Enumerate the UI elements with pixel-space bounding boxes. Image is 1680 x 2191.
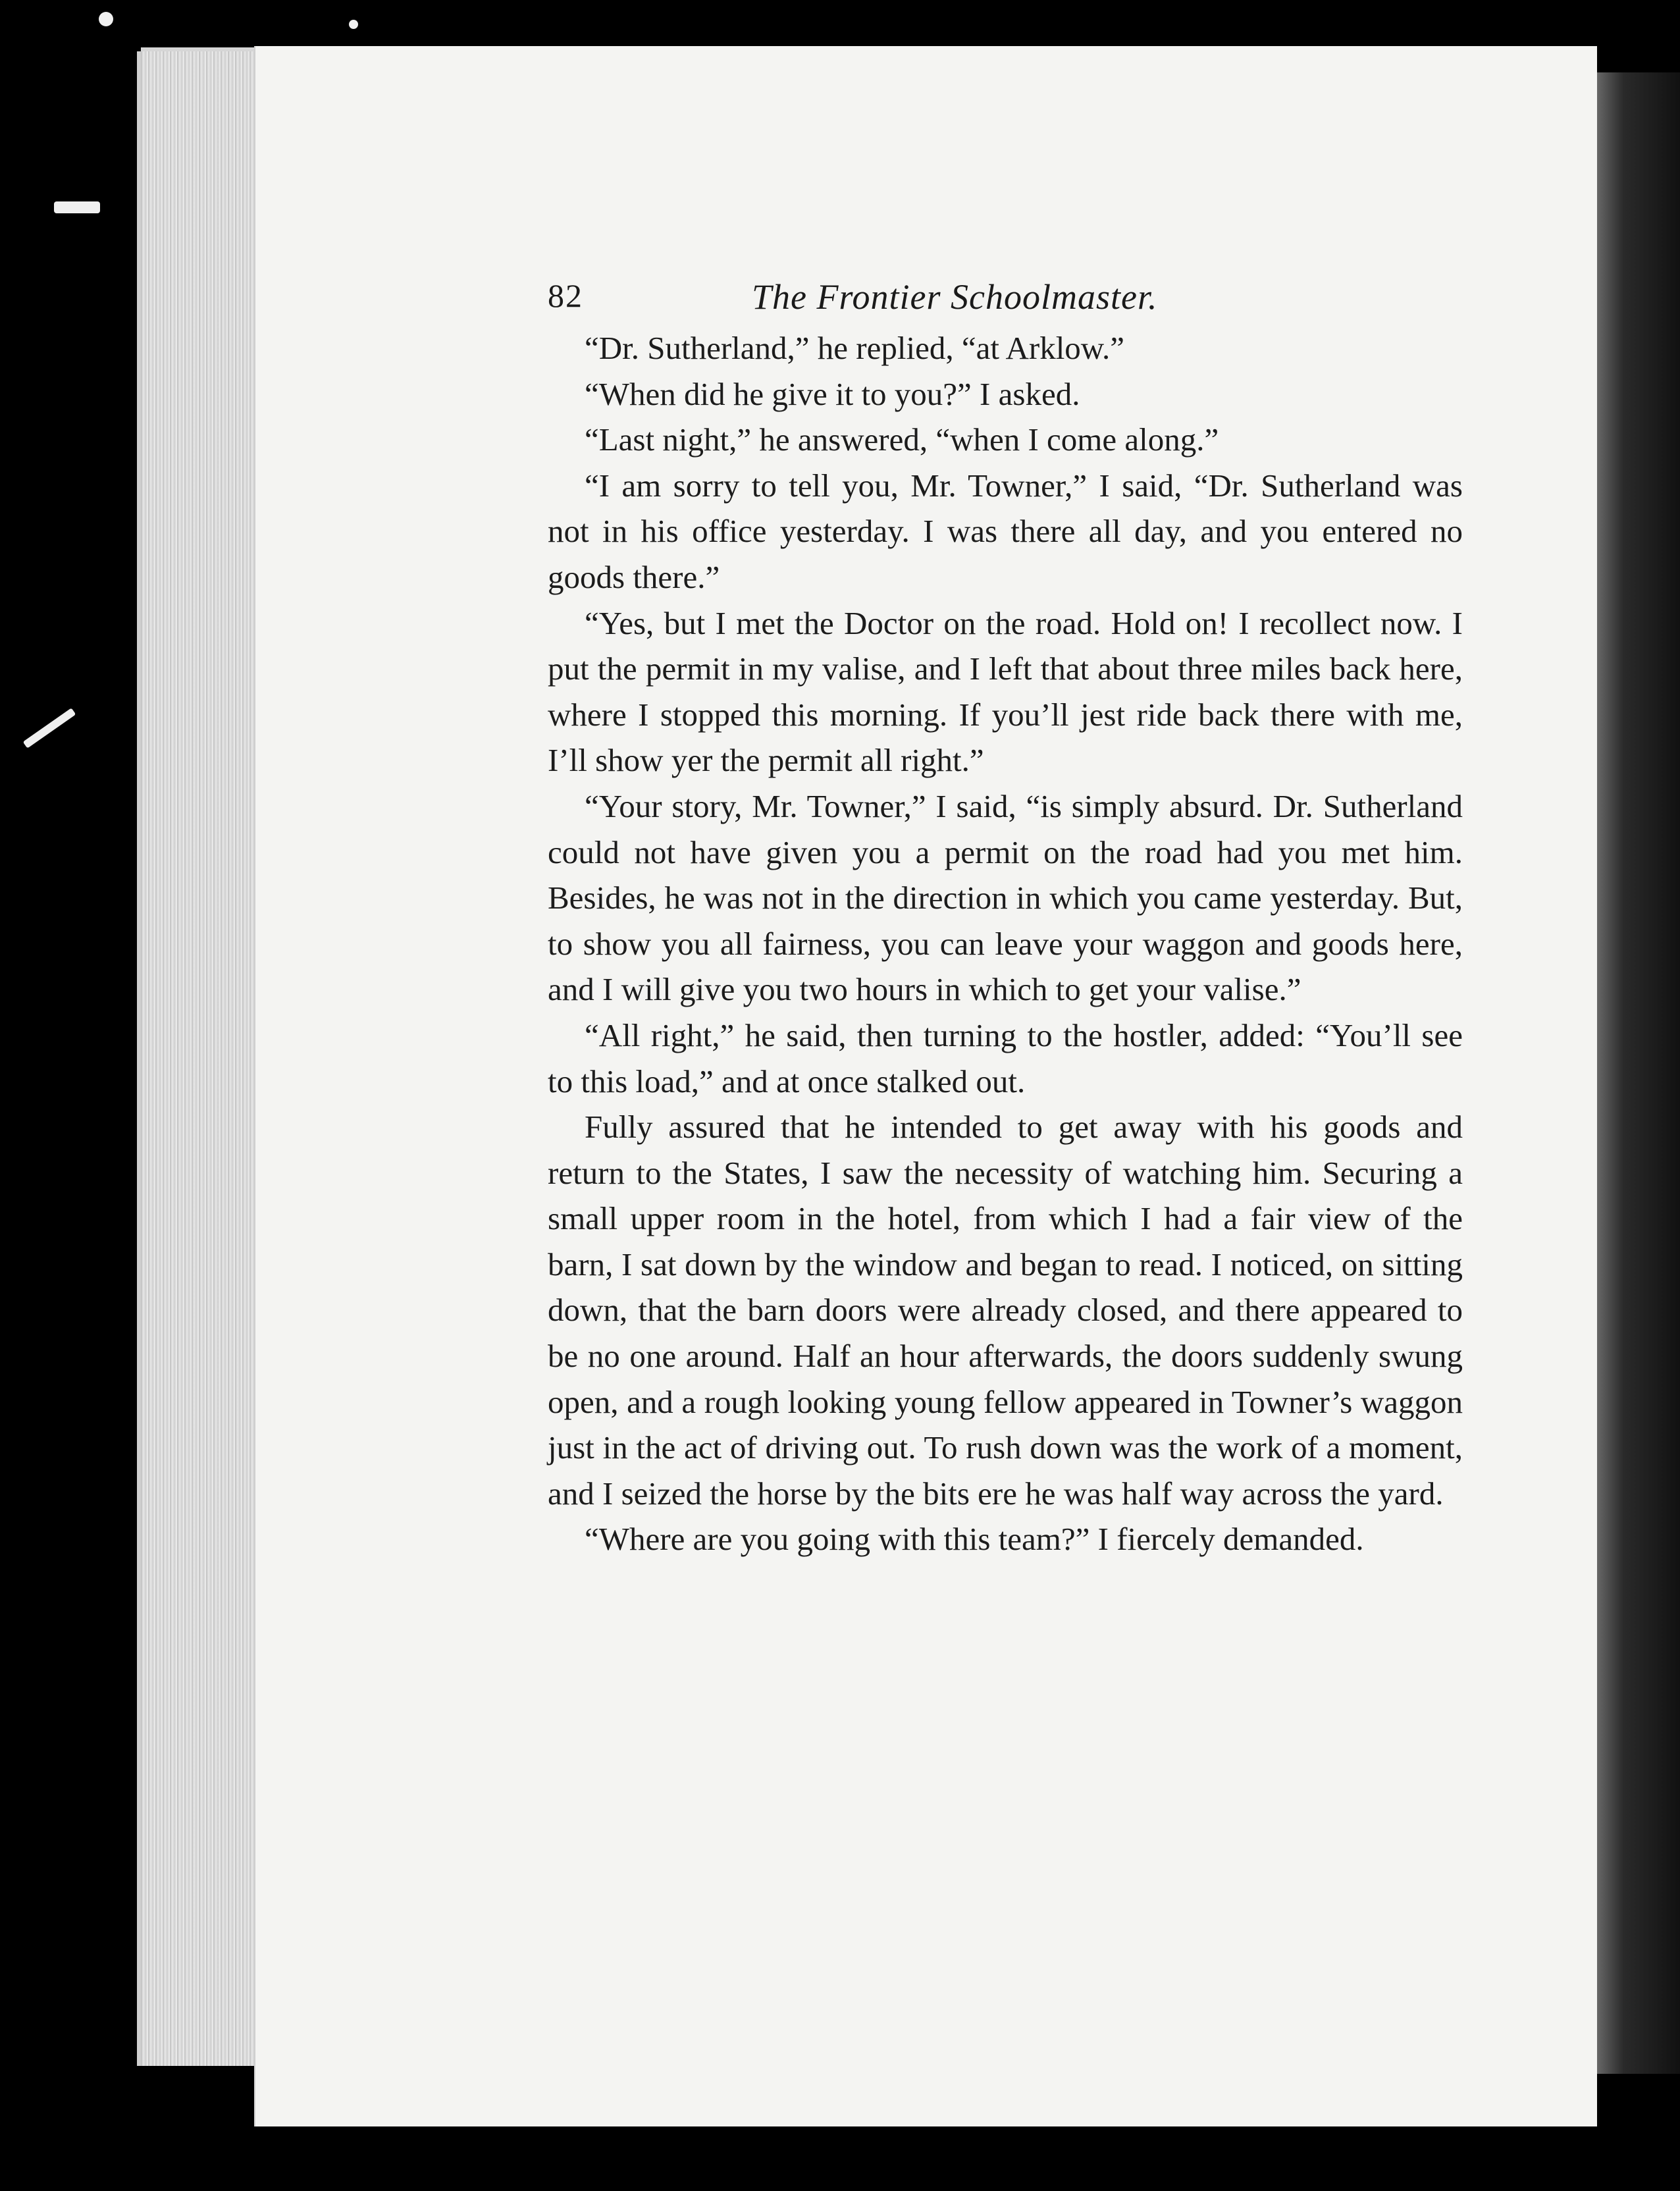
page-number: 82 [548, 277, 583, 314]
paragraph: “Where are you going with this team?” I fiercely demanded. [585, 1521, 1364, 1558]
paragraph: “When did he give it to you?” I asked. [585, 375, 1080, 412]
paragraph: Fully assured that he intended to get away with his goods and return to the States, I saw the necessity of watching him. Securing a small upper room in the hotel, from which I had a fair view of the barn, I sat down by the window and began to read. I noticed, on sitting down, that the barn doors were already closed, and there appeared to be no one around. Half an hour afterwards, the doors suddenly swung open, and a rough looking young fellow appeared in Towner’s waggon just in the act of driving out. To rush down was the work of a moment, and I seized the horse by the bits ere he was half way across the yard. [548, 1109, 1463, 1512]
running-title: The Frontier Schoolmaster. [752, 277, 1158, 317]
text-block [548, 237, 1463, 1562]
running-head [548, 237, 1463, 317]
paragraph: “I am sorry to tell you, Mr. Towner,” I said, “Dr. Sutherland was not in his office yesterday. I was there all day, and you entered no goods there.” [548, 467, 1463, 595]
paragraph: “Your story, Mr. Towner,” I said, “is simply absurd. Dr. Sutherland could not have given you a permit on the road had you met him. Besides, he was not in the direction in which you came yesterday. But, to show you all fairness, you can leave your waggon and goods here, and I will give you two hours in which to get your valise.” [548, 787, 1463, 1008]
body-text [548, 325, 1463, 1562]
scan-speck [349, 20, 358, 29]
paragraph: “Yes, but I met the Doctor on the road. Hold on! I recollect now. I put the permit in my valise, and I left that about three miles back here, where I stopped this morning. If you’ll jest ride back there with me, I’ll show yer the permit all right.” [548, 604, 1463, 779]
book-spine-shadow [1593, 72, 1680, 2074]
scan-speck [99, 12, 113, 26]
scan-speck [54, 201, 100, 213]
paragraph: “Last night,” he answered, “when I come along.” [585, 421, 1219, 458]
book-page [254, 46, 1597, 2126]
paragraph: “Dr. Sutherland,” he replied, “at Arklow.” [585, 330, 1125, 366]
paragraph: “All right,” he said, then turning to the hostler, added: “You’ll see to this load,” and at once stalked out. [548, 1016, 1463, 1099]
scan-speck [23, 708, 76, 748]
